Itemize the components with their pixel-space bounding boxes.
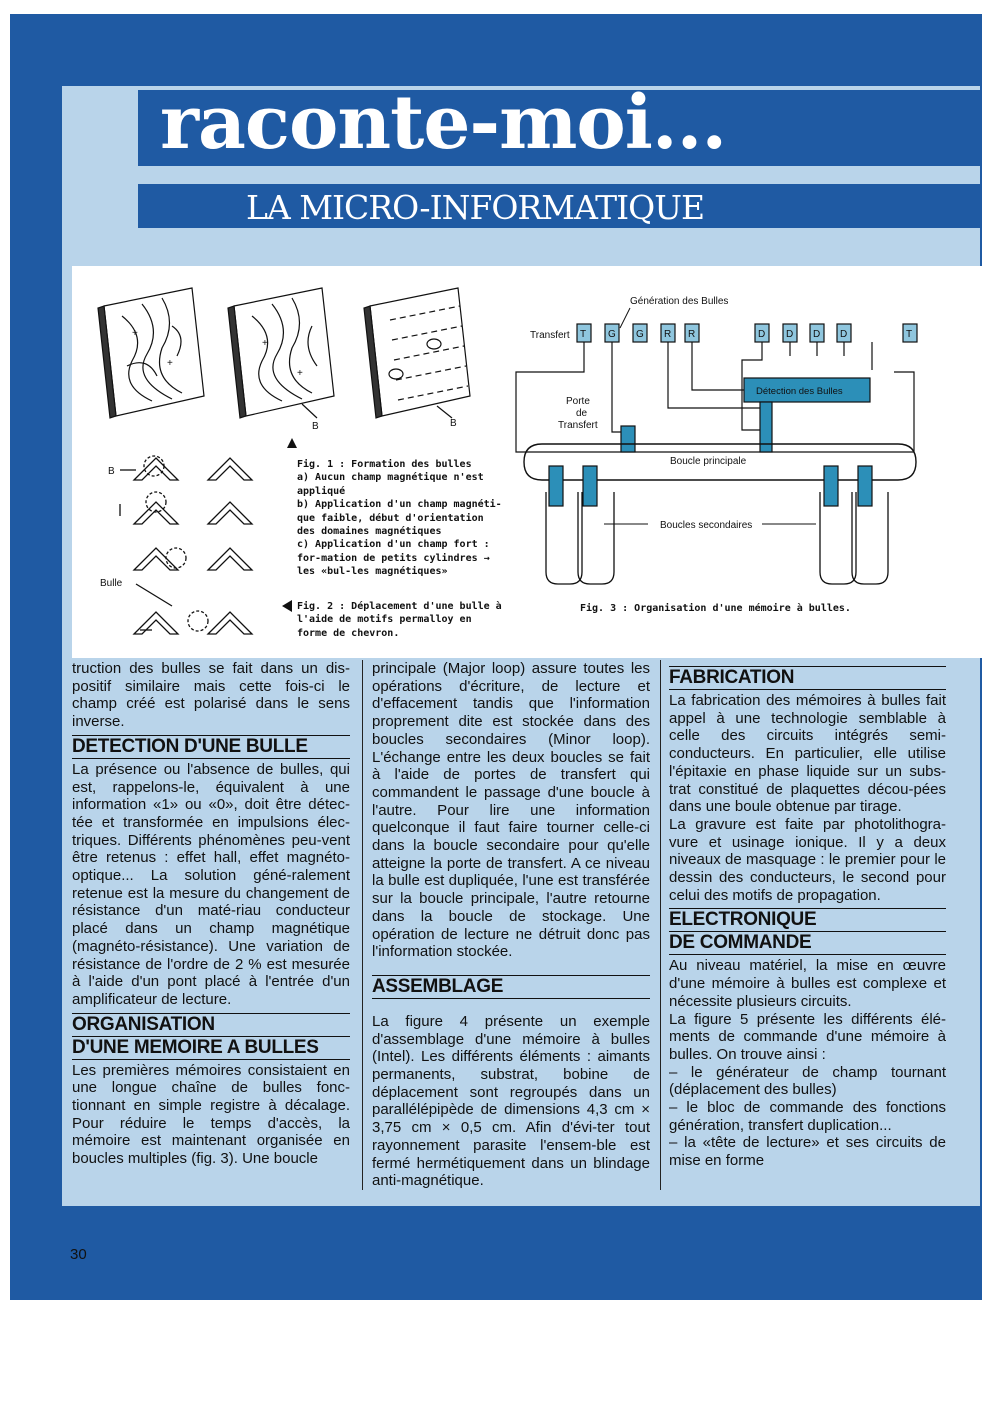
fig1-caption-line: a) Aucun champ magnétique n'est appliqué (297, 472, 484, 497)
transfer-gate (621, 426, 635, 452)
heading-line: ORGANISATION (72, 1013, 215, 1035)
section-heading-organisation (72, 1013, 350, 1060)
column-1 (72, 660, 350, 1168)
fig2-chevrons (120, 456, 252, 634)
fig3-diagram (516, 296, 917, 584)
section-heading-fabrication: FABRICATION (669, 666, 946, 690)
heading-line: ELECTRONIQUE (669, 909, 817, 931)
register-letter: G (608, 329, 616, 340)
paragraph: La présence ou l'absence de bulles, qui est, rappelons-le, équivalent à une information «1» ou «0», doit être détec-tée et transformée en impulsions élec-triques. Différents phénomènes peu-vent être retenus : effet hall, effet magnéto-optique... La solution géné-ralement retenue est la mesure du changement de résistance d'un maté-riau conducteur placé dans un champ magnétique (magnéto-résistance). Une variation de résistance de l'ordre de 2 % est mesurée à l'aide d'un pont placé à l'entrée d'un amplificateur de lecture. (72, 760, 350, 1008)
fig1-block-b (228, 288, 334, 418)
svg-text:+: + (262, 338, 268, 349)
register-letter: R (688, 329, 696, 340)
svg-text:+: + (167, 358, 173, 369)
paragraph: principale (Major loop) assure toutes les opérations d'écriture, de lecture et d'effacement tandis que l'information proprement dite est stockée dans des boucles secondaires (Minor loop). L'échange entre les deux boucles se fait à l'aide de portes de transfert qui commandent le passage d'une boucle à l'autre. Pour lire une information quelconque il faut faire tourner celle-ci dans la boucle secondaire pour qu'elle atteigne la porte de transfert. A ce niveau la bulle est dupliquée, l'une est transférée sur la boucle principale, l'autre retourne dans la boucle de stockage. Une opération de lecture ne détruit donc pas l'information stockée. (372, 660, 650, 961)
svg-text:+: + (297, 368, 303, 379)
label-b3: B (108, 466, 115, 477)
paragraph: La gravure est faite par photolithogra-vure et usinage ionique. Il y a deux niveaux de masquage : le premier pour le dessin des conducteurs, le second pour celui des motifs de propagation. (669, 815, 946, 904)
register-letter: R (664, 329, 672, 340)
label-boucles-secondaires: Boucles secondaires (660, 520, 753, 531)
fig2-caption-text: Fig. 2 : Déplacement d'une bulle à l'aide de motifs permalloy en forme de chevron. (297, 601, 502, 639)
paragraph: La figure 4 présente un exemple d'assemblage d'une mémoire à bulles (Intel). Les différents éléments : aimants permanents, substrat, bobine de déplacement sont regroupés dans un parallélépipède de dimensions 4,3 cm × 3,75 cm × 0,5 cm. Afin d'évi-ter tout rayonnement parasite l'ensem-ble est fermé hermétiquement dans un blindage anti-magnétique. (372, 1012, 650, 1190)
minor-loop-gates (549, 466, 872, 506)
register-letter: D (813, 329, 821, 340)
register-letter: T (906, 329, 913, 340)
section-heading-electronique (669, 908, 946, 955)
label-transfert: Transfert (530, 330, 570, 341)
paragraph: La fabrication des mémoires à bulles fait appel à une technologie semblable à celle des circuits intégrés semi-conducteurs. En particulier, elle utilise l'épitaxie en phase liquide sur un subs-trat constitué de plaquettes décou-pées dans une boule obtenue par tirage. (669, 692, 946, 816)
up-arrow-icon (287, 438, 297, 448)
list-item: – la «tête de lecture» et ses circuits de mise en forme (669, 1134, 946, 1170)
fig1-caption-line: c) Application d'un champ fort : for-mation de petits cylindres → les «bul-les magnétiques» (297, 539, 490, 578)
label-boucle-principale: Boucle principale (670, 456, 747, 467)
paragraph: Les premières mémoires consistaient en une longue chaîne de bulles fonc-tionnant en simple registre à décalage. Pour réduire le temps d'accès, la mémoire est maintenant organisée en boucles multiples (fig. 3). Une boucle (72, 1061, 350, 1168)
column-divider (660, 660, 661, 1190)
page-subtitle: LA MICRO-INFORMATIQUE (246, 188, 705, 227)
heading-line: DE COMMANDE (669, 931, 946, 954)
fig3-caption-text: Fig. 3 : Organisation d'une mémoire à bulles. (580, 603, 851, 614)
list-item: – le générateur de champ tournant (déplacement des bulles) (669, 1063, 946, 1099)
label-porte: Porte (566, 396, 590, 407)
paragraph: truction des bulles se fait dans un dis-positif similaire mais cette fois-ci le champ créé est polarisé dans le sens inverse. (72, 660, 350, 731)
section-heading-detection: DETECTION D'UNE BULLE (72, 735, 350, 759)
label-b1: B (312, 421, 319, 432)
fig3-caption (580, 602, 900, 615)
label-transfert2: Transfert (558, 420, 598, 431)
section-heading-assemblage: ASSEMBLAGE (372, 975, 650, 999)
register-letter: D (786, 329, 794, 340)
paragraph: La figure 5 présente les différents élé-ments de commande d'une mémoire à bulles. On trouve ainsi : (669, 1010, 946, 1063)
fig1-caption (297, 458, 502, 579)
column-3 (669, 660, 946, 1170)
page-title: raconte-moi... (160, 80, 727, 166)
column-divider (362, 660, 363, 1190)
register-letter: D (758, 329, 766, 340)
fig1-block-c (364, 288, 470, 418)
register-letter: D (840, 329, 848, 340)
heading-line: D'UNE MEMOIRE A BULLES (72, 1036, 350, 1059)
label-detection: Détection des Bulles (756, 386, 843, 397)
label-bulle: Bulle (100, 578, 123, 589)
register-letter: G (636, 329, 644, 340)
fig1-caption-line: b) Application d'un champ magnéti-que faible, début d'orientation des domaines magnétiques (297, 499, 502, 538)
register-letter: T (580, 329, 587, 340)
label-de: de (576, 408, 588, 419)
label-generation: Génération des Bulles (630, 296, 729, 307)
page-number: 30 (70, 1246, 87, 1263)
fig1-block-a (98, 288, 204, 418)
figure-panel (72, 266, 982, 658)
paragraph: Au niveau matériel, la mise en œuvre d'une mémoire à bulles est complexe et nécessite plusieurs circuits. (669, 957, 946, 1010)
fig2-caption (297, 600, 502, 640)
fig1-caption-line: Fig. 1 : Formation des bulles (297, 459, 472, 470)
list-item: – le bloc de commande des fonctions génération, transfert duplication... (669, 1099, 946, 1134)
figure-illustrations (72, 266, 982, 658)
column-2 (372, 660, 650, 1190)
svg-text:+: + (132, 328, 138, 339)
label-b2: B (450, 418, 457, 429)
left-arrow-icon (282, 600, 292, 612)
